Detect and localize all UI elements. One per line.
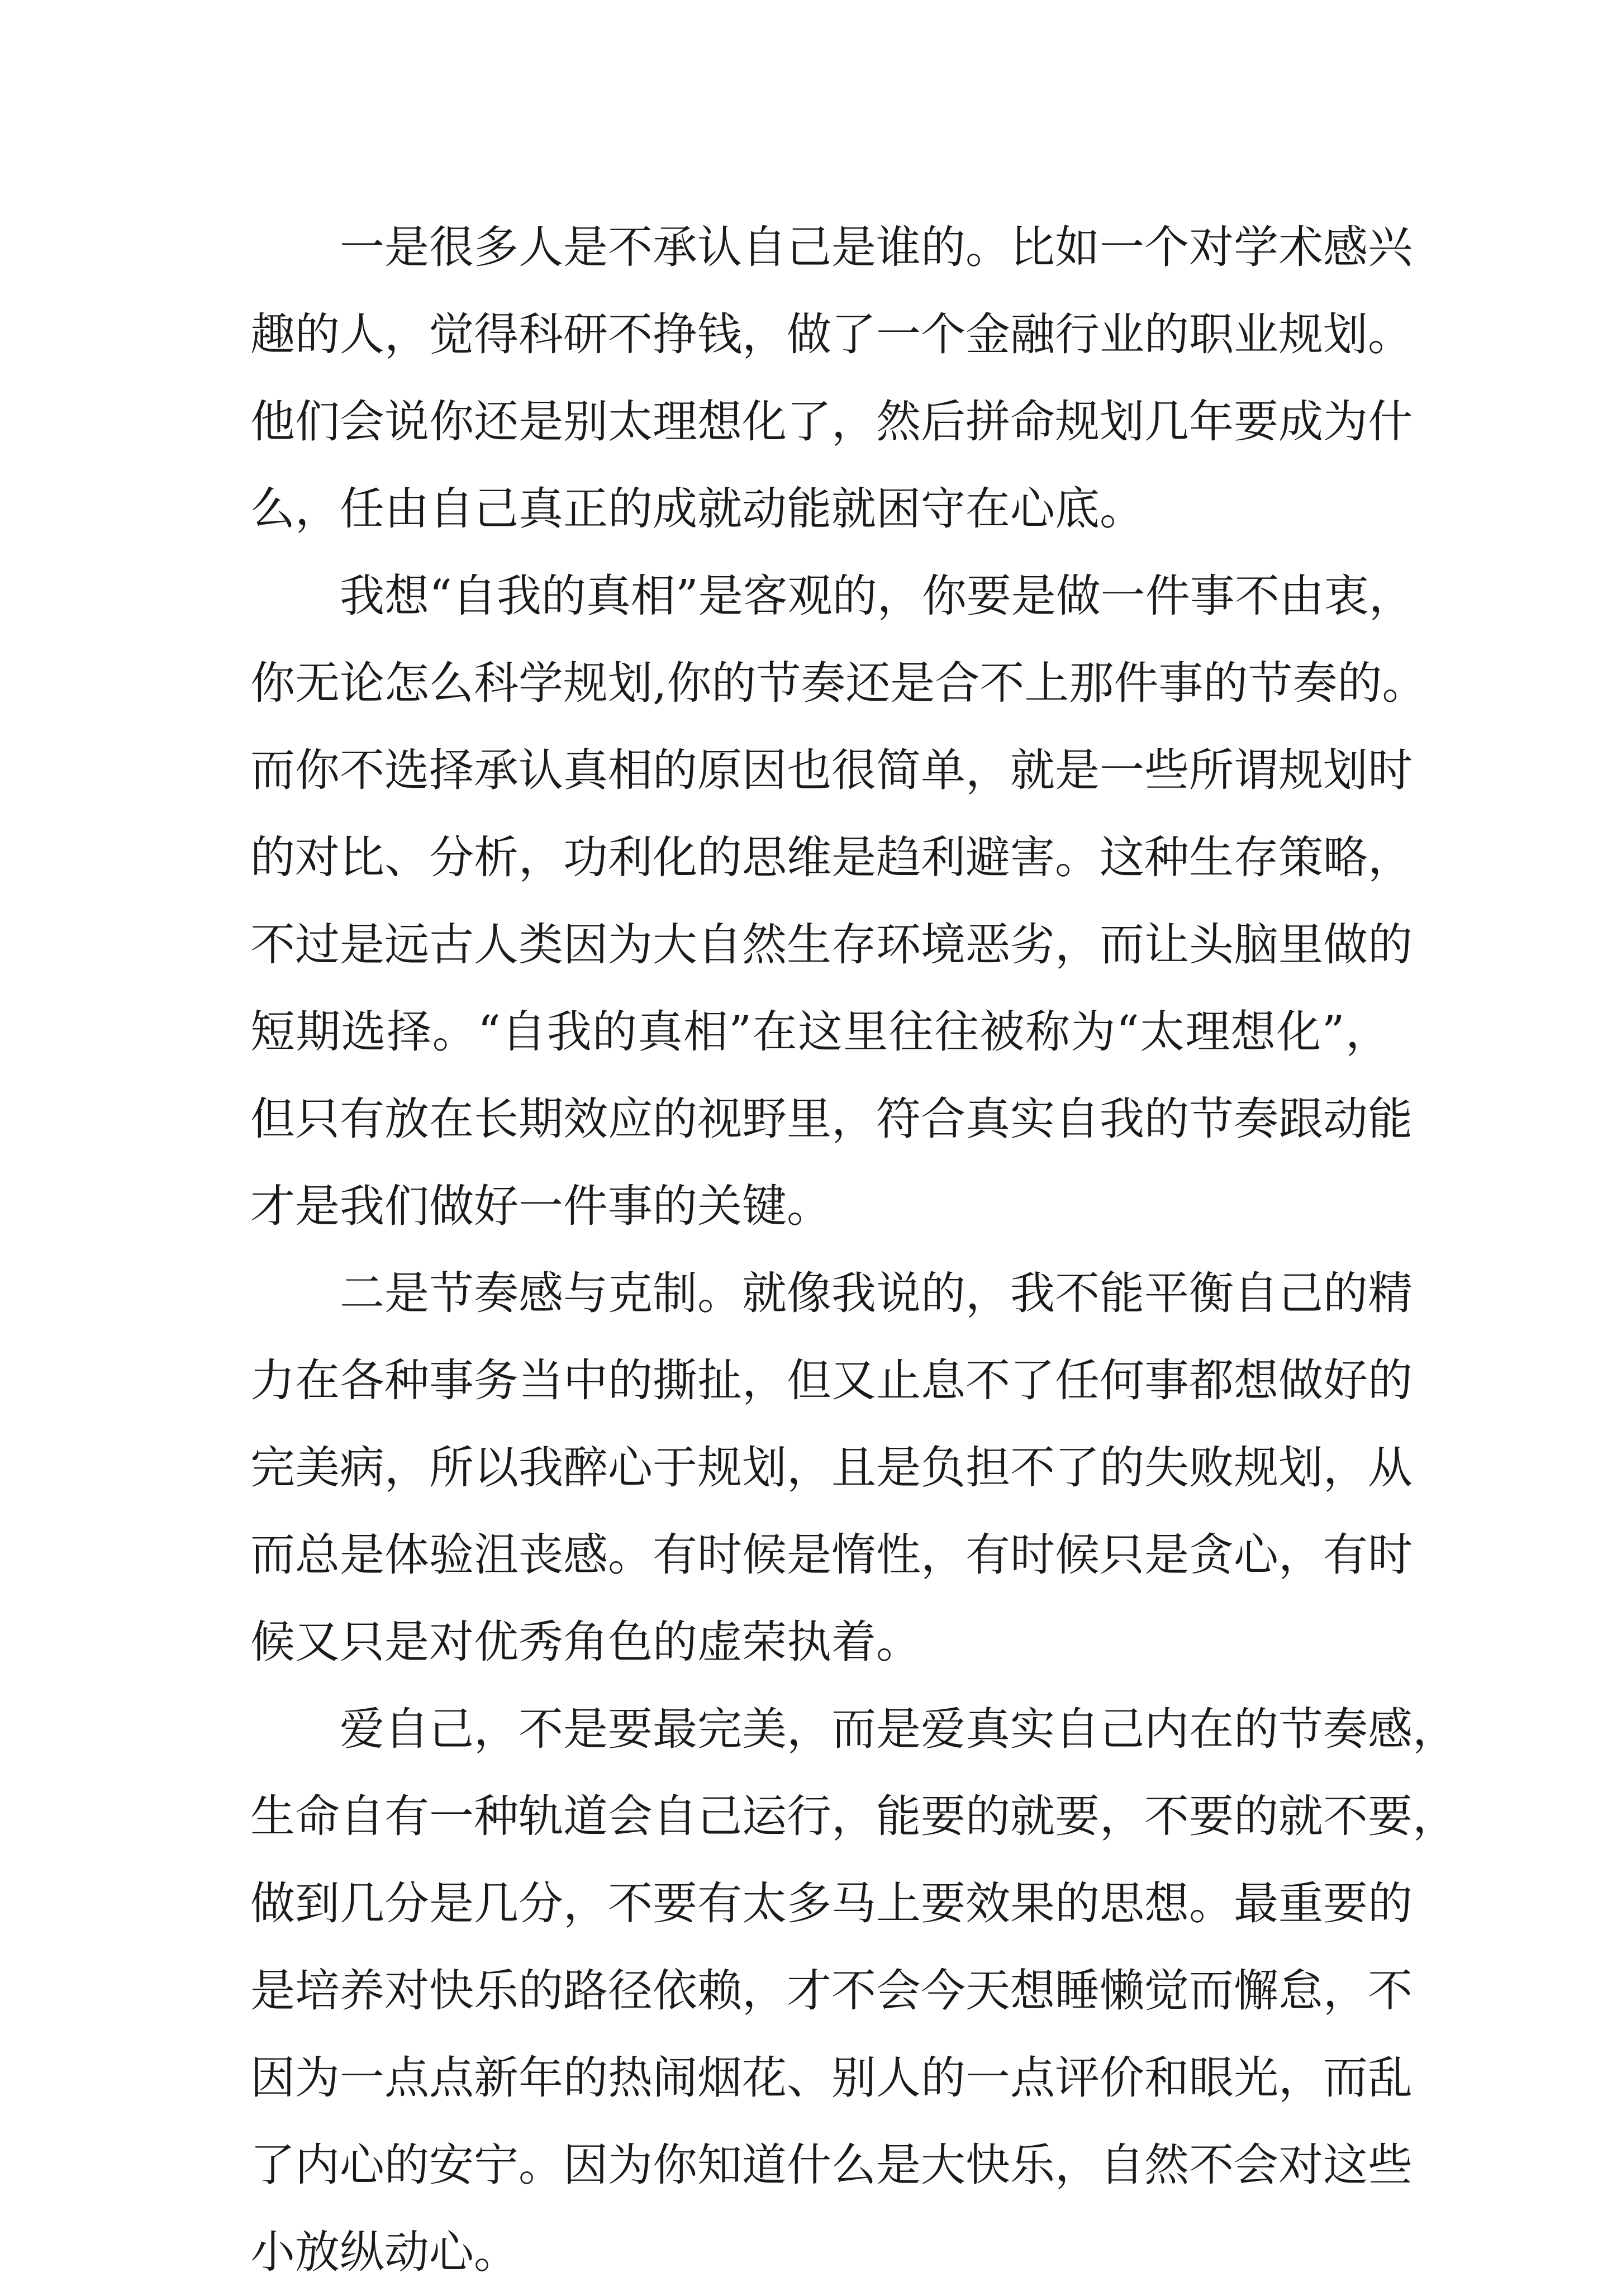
paragraph-2 — [250, 553, 1427, 1250]
text-line: 但只有放在长期效应的视野里，符合真实自我的节奏跟动能 — [250, 1093, 1413, 1145]
text-line: 趣的人，觉得科研不挣钱，做了一个金融行业的职业规划。 — [250, 308, 1413, 360]
text-line: 因为一点点新年的热闹烟花、别人的一点评价和眼光，而乱 — [250, 2052, 1413, 2104]
text-line: 才是我们做好一件事的关键。 — [250, 1180, 831, 1232]
text-line: 的对比、分析，功利化的思维是趋利避害。这种生存策略， — [250, 831, 1413, 883]
text-line: 不过是远古人类因为大自然生存环境恶劣，而让头脑里做的 — [250, 919, 1413, 971]
text-line: 短期选择。“自我的真相”在这里往往被称为“太理想化”， — [250, 1006, 1390, 1058]
body-text — [250, 204, 1457, 2296]
text-line: 爱自己，不是要最完美，而是爱真实自己内在的节奏感， — [340, 1703, 1457, 1755]
text-line: 你无论怎么科学规划,你的节奏还是合不上那件事的节奏的。 — [250, 657, 1427, 709]
text-line: 候又只是对优秀角色的虚荣执着。 — [250, 1616, 921, 1668]
text-line: 我想“自我的真相”是客观的，你要是做一件事不由衷， — [340, 570, 1414, 622]
paragraph-3 — [250, 1250, 1413, 1686]
text-line: 而你不选择承认真相的原因也很简单，就是一些所谓规划时 — [250, 744, 1413, 796]
text-line: 了内心的安宁。因为你知道什么是大快乐，自然不会对这些 — [250, 2139, 1413, 2191]
text-line: 二是节奏感与克制。就像我说的，我不能平衡自己的精 — [340, 1267, 1413, 1319]
text-line: 生命自有一种轨道会自己运行，能要的就要，不要的就不要， — [250, 1790, 1457, 1842]
text-line: 小放纵动心。 — [250, 2226, 519, 2278]
text-line: 一是很多人是不承认自己是谁的。比如一个对学术感兴 — [340, 221, 1413, 273]
paragraph-4 — [250, 1686, 1457, 2296]
text-line: 完美病，所以我醉心于规划，且是负担不了的失败规划，从 — [250, 1442, 1413, 1494]
text-line: 他们会说你还是别太理想化了，然后拼命规划几年要成为什 — [250, 396, 1413, 448]
text-line: 做到几分是几分，不要有太多马上要效果的思想。最重要的 — [250, 1877, 1413, 1929]
text-line: 是培养对快乐的路径依赖，才不会今天想睡懒觉而懈怠，不 — [250, 1965, 1413, 2017]
paragraph-1 — [250, 204, 1413, 553]
text-line: 而总是体验沮丧感。有时候是惰性，有时候只是贪心，有时 — [250, 1529, 1413, 1581]
text-line: 力在各种事务当中的撕扯，但又止息不了任何事都想做好的 — [250, 1354, 1413, 1406]
text-line: 么，任由自己真正的成就动能就困守在心底。 — [250, 483, 1144, 535]
